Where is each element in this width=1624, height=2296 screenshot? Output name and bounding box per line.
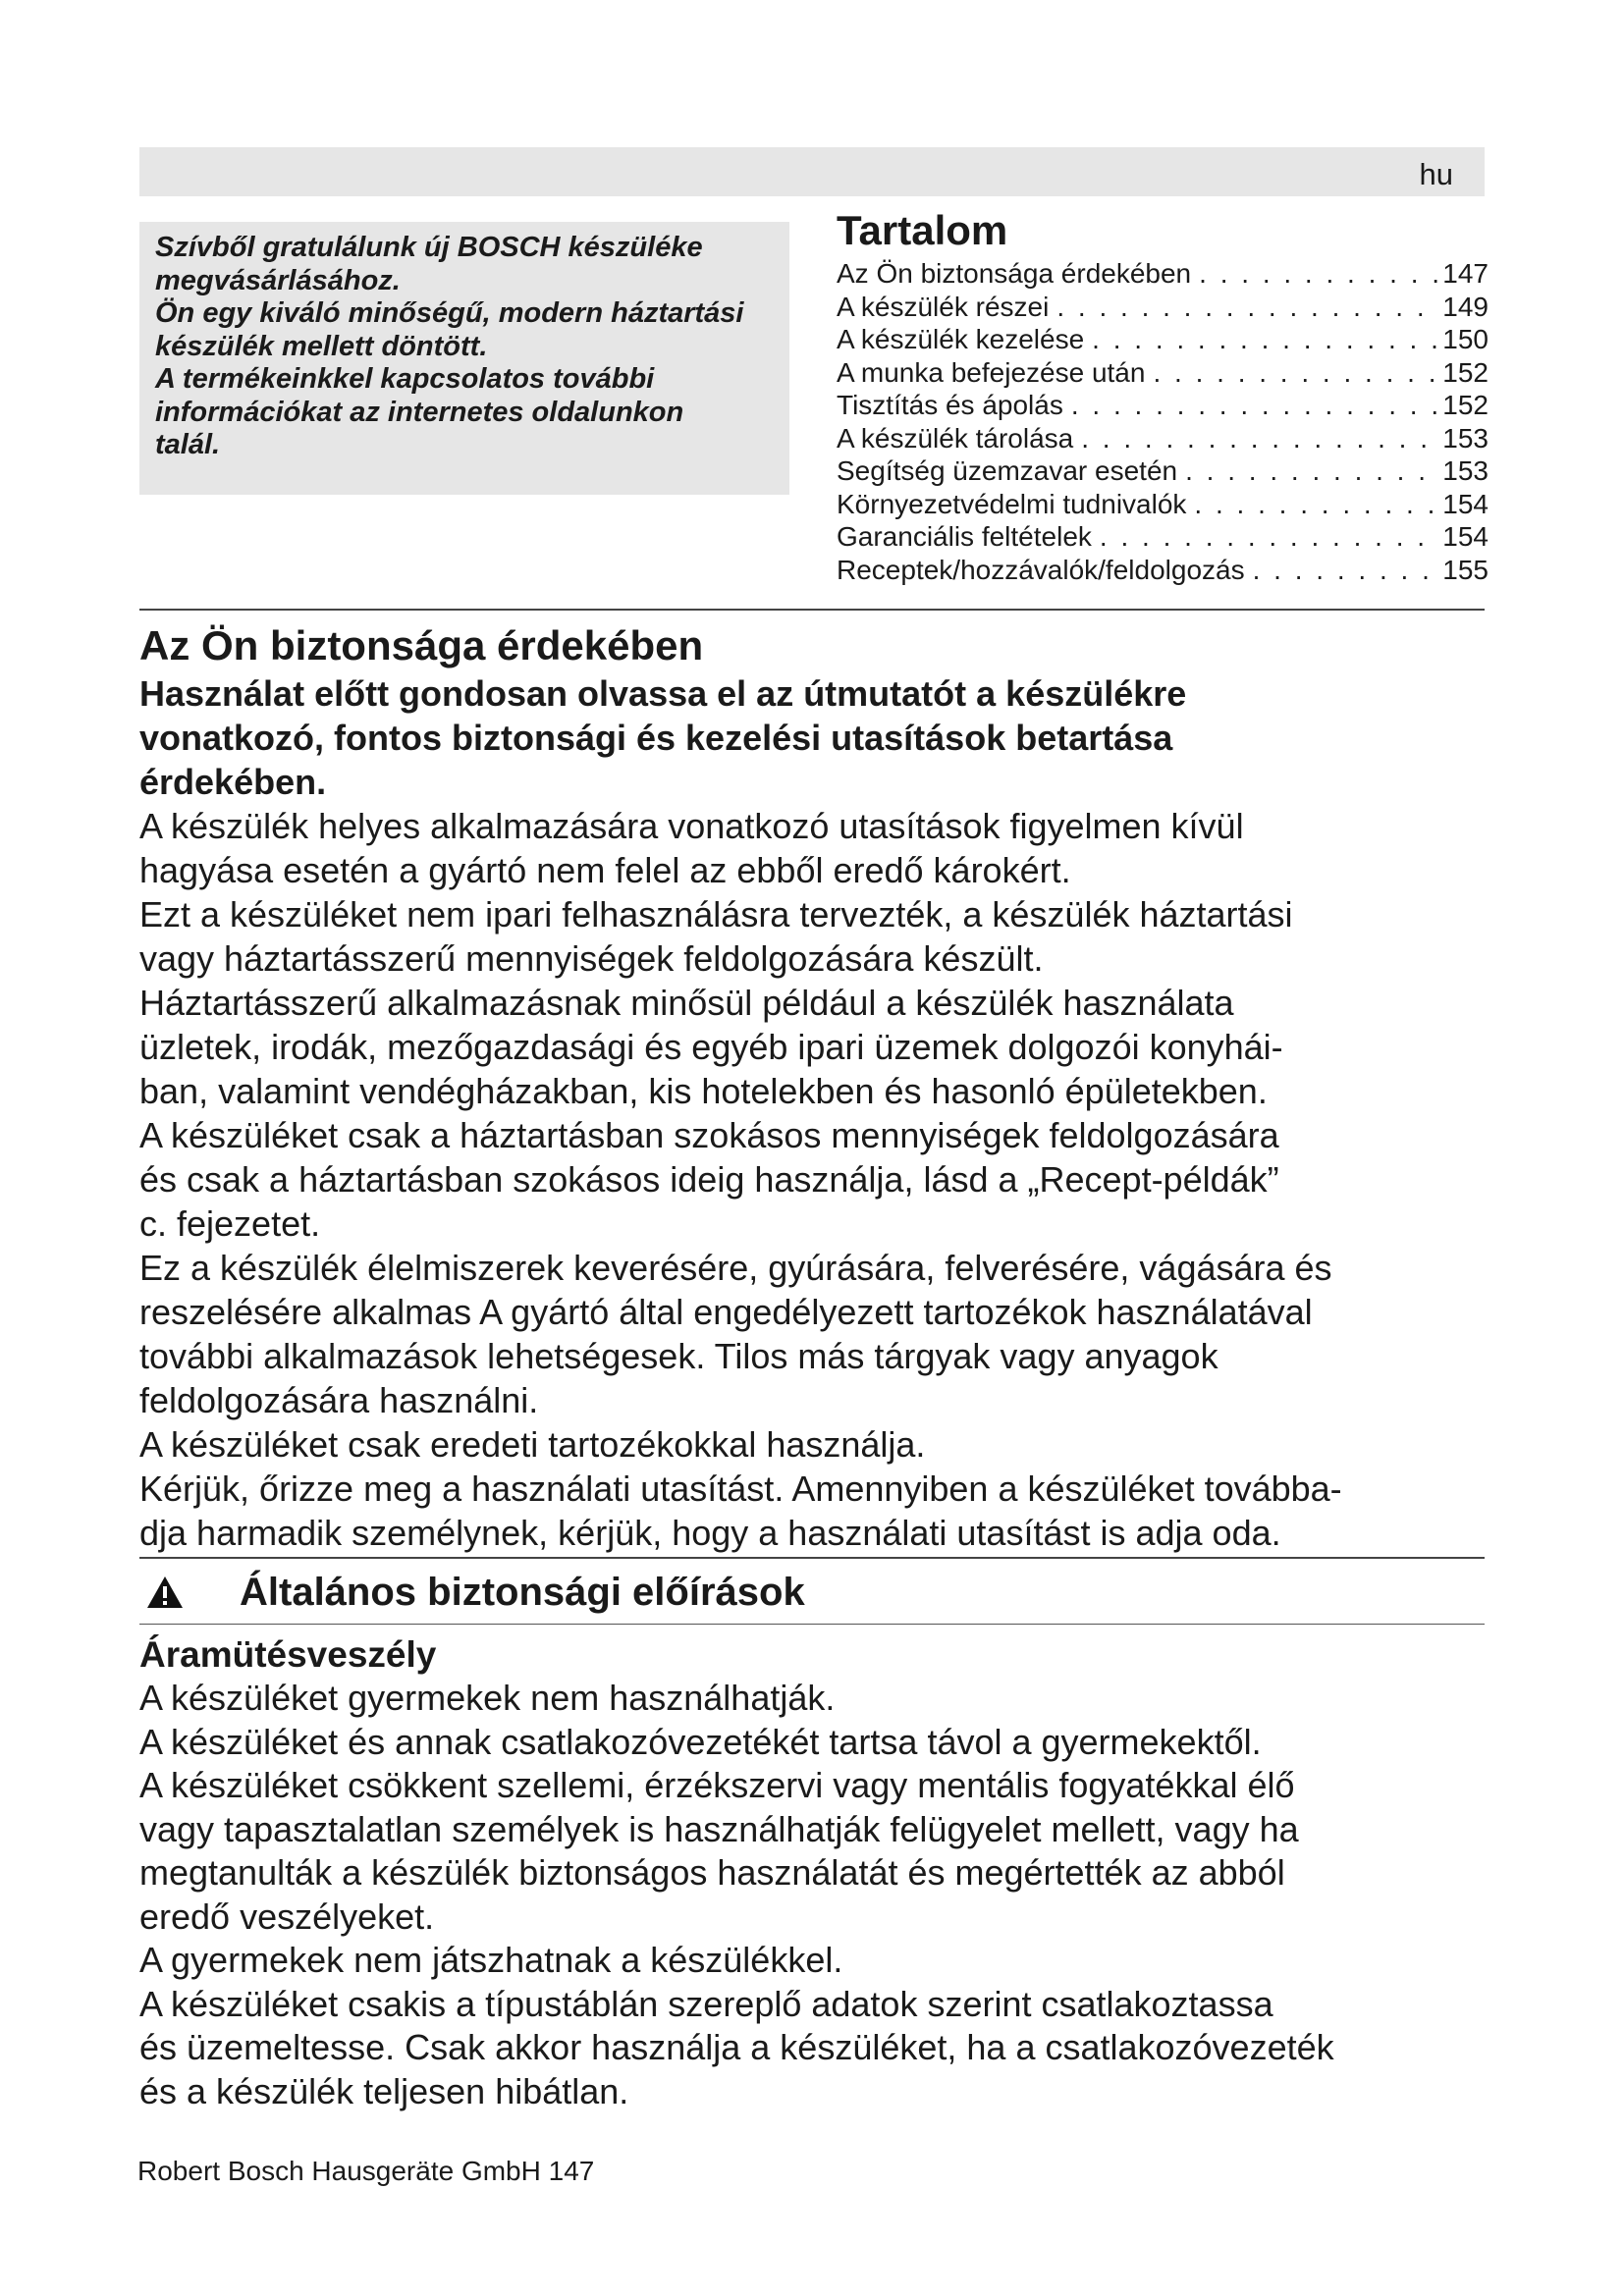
lead-line: vonatkozó, fontos biztonsági és kezelési utasítások betartása xyxy=(139,718,1173,758)
language-code: hu xyxy=(1419,157,1453,191)
section-divider xyxy=(139,1624,1485,1625)
general-safety-header xyxy=(139,1567,1485,1618)
toc-item-page: 149 xyxy=(1442,291,1489,322)
body-line: A gyermekek nem játszhatnak a készülékkel. xyxy=(139,1940,843,1980)
body-line: és a készülék teljesen hibátlan. xyxy=(139,2070,629,2111)
safety-section xyxy=(139,620,1485,1555)
toc-item-page: 154 xyxy=(1442,488,1489,519)
toc-item-page: 152 xyxy=(1442,356,1489,388)
table-of-contents xyxy=(837,204,1489,586)
toc-item-page: 155 xyxy=(1442,554,1489,585)
body-line: A készüléket csakis a típustáblán szereplő adatok szerint csatlakoztassa xyxy=(139,1983,1273,2024)
toc-item[interactable] xyxy=(837,422,1489,455)
electric-shock-section xyxy=(139,1633,1485,2113)
language-bar xyxy=(139,147,1485,196)
body-line: A készüléket csak eredeti tartozékokkal használja. xyxy=(139,1424,926,1465)
toc-item[interactable] xyxy=(837,323,1489,356)
page-footer: Robert Bosch Hausgeräte GmbH 147 xyxy=(137,2156,595,2186)
toc-item-page: 147 xyxy=(1442,258,1489,289)
toc-item-page: 152 xyxy=(1442,390,1489,420)
body-line: c. fejezetet. xyxy=(139,1203,321,1244)
body-line: feldolgozására használni. xyxy=(139,1380,539,1420)
body-line: reszelésére alkalmas A gyártó által engedélyezett tartozékok használatával xyxy=(139,1292,1313,1332)
toc-item-label: Segítség üzemzavar esetén xyxy=(837,455,1178,486)
lead-line: Használat előtt gondosan olvassa el az útmutatót a készülékre xyxy=(139,673,1187,714)
toc-item-label: A készülék kezelése xyxy=(837,324,1085,354)
body-line: Háztartásszerű alkalmazásnak minősül például a készülék használata xyxy=(139,983,1234,1023)
toc-item[interactable] xyxy=(837,291,1489,324)
intro-line: talál. xyxy=(155,429,221,460)
toc-item[interactable] xyxy=(837,454,1489,488)
toc-item-label: Tisztítás és ápolás xyxy=(837,390,1063,420)
toc-item-label: A készülék részei xyxy=(837,291,1050,322)
toc-item[interactable] xyxy=(837,389,1489,422)
body-line: üzletek, irodák, mezőgazdasági és egyéb ipari üzemek dolgozói konyhái- xyxy=(139,1027,1283,1067)
body-line: A készüléket és annak csatlakozóvezetékét tartsa távol a gyermekektől. xyxy=(139,1721,1262,1762)
toc-title: Tartalom xyxy=(837,207,1008,253)
toc-item-page: 154 xyxy=(1442,521,1489,552)
body-line: vagy tapasztalatlan személyek is használhatják felügyelet mellett, vagy ha xyxy=(139,1808,1299,1849)
body-line: hagyása esetén a gyártó nem felel az ebből eredő károkért. xyxy=(139,850,1071,890)
body-line: további alkalmazások lehetségesek. Tilos más tárgyak vagy anyagok xyxy=(139,1336,1218,1376)
body-line: és csak a háztartásban szokásos ideig használja, lásd a „Recept-példák” xyxy=(139,1159,1279,1200)
body-line: megtanulták a készülék biztonságos használatát és megértették az abból xyxy=(139,1852,1285,1893)
toc-item[interactable] xyxy=(837,488,1489,521)
body-line: A készüléket gyermekek nem használhatják. xyxy=(139,1678,836,1718)
safety-title: Az Ön biztonsága érdekében xyxy=(139,622,704,668)
body-line: Kérjük, őrizze meg a használati utasítást. Amennyiben a készüléket továbba- xyxy=(139,1468,1342,1509)
intro-line: információkat az internetes oldalunkon xyxy=(155,396,684,428)
toc-item-label: Az Ön biztonsága érdekében xyxy=(837,258,1192,289)
intro-line: A termékeinkkel kapcsolatos további xyxy=(155,363,655,395)
body-line: A készüléket csak a háztartásban szokásos mennyiségek feldolgozására xyxy=(139,1115,1279,1155)
intro-box xyxy=(139,222,789,495)
toc-item[interactable] xyxy=(837,257,1489,291)
body-line: és üzemeltesse. Csak akkor használja a készüléket, ha a csatlakozóvezeték xyxy=(139,2027,1334,2067)
lead-line: érdekében. xyxy=(139,762,327,802)
intro-line: Ön egy kiváló minőségű, modern háztartási xyxy=(155,297,744,329)
toc-item-label: A munka befejezése után xyxy=(837,356,1146,388)
toc-item-label: Környezetvédelmi tudnivalók xyxy=(837,488,1187,519)
body-line: A készüléket csökkent szellemi, érzékszervi vagy mentális fogyatékkal élő xyxy=(139,1765,1295,1805)
toc-item[interactable] xyxy=(837,356,1489,390)
warning-triangle-icon xyxy=(145,1575,185,1610)
toc-item-page: 150 xyxy=(1442,324,1489,354)
toc-item-page: 153 xyxy=(1442,455,1489,486)
section-divider xyxy=(139,1557,1485,1559)
body-line: ban, valamint vendégházakban, kis hotelekben és hasonló épületekben. xyxy=(139,1071,1268,1111)
body-line: eredő veszélyeket. xyxy=(139,1896,435,1937)
section-divider xyxy=(139,609,1485,611)
body-line: vagy háztartásszerű mennyiségek feldolgozására készült. xyxy=(139,938,1044,979)
toc-item-label: A készülék tárolása xyxy=(837,422,1074,454)
toc-item-label: Receptek/hozzávalók/feldolgozás xyxy=(837,554,1245,585)
electric-shock-title: Áramütésveszély xyxy=(139,1634,437,1675)
body-line: dja harmadik személynek, kérjük, hogy a használati utasítást is adja oda. xyxy=(139,1513,1281,1553)
toc-item-page: 153 xyxy=(1442,422,1489,454)
intro-line: Szívből gratulálunk új BOSCH készüléke xyxy=(155,232,703,263)
body-line: Ezt a készüléket nem ipari felhasználásra tervezték, a készülék háztartási xyxy=(139,894,1293,934)
body-line: A készülék helyes alkalmazására vonatkozó utasítások figyelmen kívül xyxy=(139,806,1244,846)
general-safety-title: Általános biztonsági előírások xyxy=(240,1570,805,1614)
body-line: Ez a készülék élelmiszerek keverésére, gyúrására, felverésére, vágására és xyxy=(139,1248,1332,1288)
intro-line: megvásárlásához. xyxy=(155,264,401,296)
intro-line: készülék mellett döntött. xyxy=(155,330,488,362)
toc-item-label: Garanciális feltételek xyxy=(837,521,1092,552)
toc-item[interactable] xyxy=(837,520,1489,554)
toc-item[interactable] xyxy=(837,554,1489,587)
